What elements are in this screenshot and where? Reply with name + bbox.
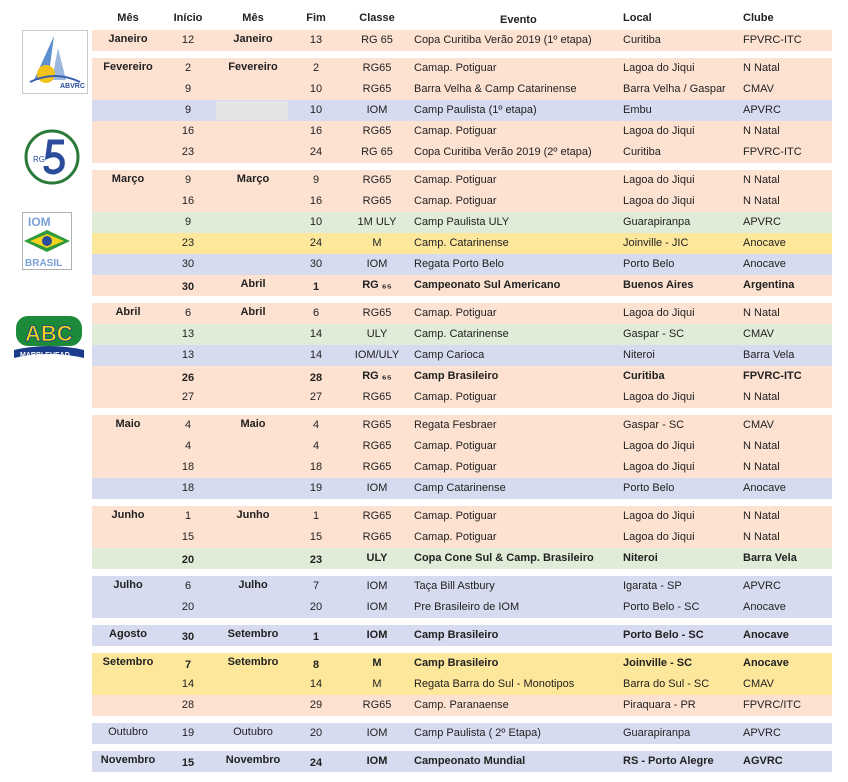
row-end-day: 29 [309, 699, 323, 711]
row-location: Lagoa do Jiqui [623, 62, 695, 74]
row-club: N Natal [743, 531, 780, 543]
row-end-day: 24 [309, 237, 323, 249]
table-row [92, 695, 832, 716]
row-event: Campeonato Mundial [414, 755, 526, 767]
row-club: FPVRC-ITC [743, 146, 802, 158]
row-start-day: 18 [181, 461, 195, 473]
row-club: N Natal [743, 461, 780, 473]
iom-brasil-logo [22, 212, 72, 270]
row-class: IOM [366, 580, 388, 592]
row-start-day: 4 [184, 440, 192, 452]
table-row [92, 387, 832, 408]
row-class: ULY [366, 328, 388, 340]
row-month: Março [111, 173, 145, 185]
row-class: M [372, 657, 382, 669]
table-row [92, 79, 832, 100]
table-row [92, 30, 832, 51]
row-class: IOM [366, 601, 388, 613]
row-class: RG65 [362, 62, 392, 74]
row-end-day: 6 [312, 307, 320, 319]
header-inicio: Início [173, 12, 203, 24]
table-row [92, 191, 832, 212]
row-month: Abril [115, 306, 141, 318]
row-club: FPVRC-ITC [743, 370, 802, 382]
row-end-day: 20 [309, 601, 323, 613]
row-club: CMAV [743, 328, 774, 340]
row-location: Curitiba [623, 146, 661, 158]
row-event: Regata Barra do Sul - Monotipos [414, 678, 575, 690]
row-club: AGVRC [743, 755, 783, 767]
table-row [92, 212, 832, 233]
table-row [92, 415, 832, 436]
header-mes-fim: Mês [242, 12, 264, 24]
row-end-day: 30 [309, 258, 323, 270]
row-start-day: 30 [181, 631, 195, 643]
row-month: Junho [111, 509, 145, 521]
row-end-day: 10 [309, 83, 323, 95]
row-end-day: 19 [309, 482, 323, 494]
row-class: IOM [366, 727, 388, 739]
row-start-day: 2 [184, 62, 192, 74]
row-event: Campeonato Sul Americano [414, 279, 561, 291]
row-club: Anocave [743, 258, 786, 270]
row-end-day: 28 [309, 372, 323, 384]
row-class: RG ₆₅ [362, 370, 392, 382]
row-end-day: 27 [309, 391, 323, 403]
row-start-day: 27 [181, 391, 195, 403]
row-class: ULY [366, 552, 388, 564]
row-club: Anocave [743, 237, 786, 249]
row-club: Argentina [743, 279, 795, 291]
table-row [92, 527, 832, 548]
row-class: RG65 [362, 125, 392, 137]
row-month: Julho [113, 579, 143, 591]
row-end-day: 14 [309, 678, 323, 690]
table-row [92, 674, 832, 695]
row-club: N Natal [743, 391, 780, 403]
table-row [92, 345, 832, 366]
row-start-day: 16 [181, 125, 195, 137]
row-event: Camap. Potiguar [414, 174, 497, 186]
row-class: RG65 [362, 531, 392, 543]
row-class: RG65 [362, 440, 392, 452]
row-start-day: 13 [181, 349, 195, 361]
row-start-day: 6 [184, 307, 192, 319]
header-local: Local [623, 12, 652, 24]
row-class: IOM [366, 755, 388, 767]
row-location: Porto Belo [623, 258, 675, 270]
table-row [92, 576, 832, 597]
row-start-day: 16 [181, 195, 195, 207]
row-start-day: 26 [181, 372, 195, 384]
row-event: Camp. Paranaense [414, 699, 509, 711]
row-location: Niteroi [623, 349, 655, 361]
row-event: Camp Brasileiro [414, 657, 499, 669]
row-end-day: 7 [312, 580, 320, 592]
row-club: Barra Vela [743, 552, 797, 564]
row-club: APVRC [743, 104, 781, 116]
row-start-day: 13 [181, 328, 195, 340]
iom-logo-top: IOM [28, 215, 51, 229]
table-row [92, 625, 832, 646]
row-club: APVRC [743, 727, 781, 739]
row-location: Curitiba [623, 34, 661, 46]
row-end-day: 18 [309, 461, 323, 473]
row-month: Fevereiro [103, 61, 153, 73]
row-event: Camp Brasileiro [414, 370, 499, 382]
row-location: Piraquara - PR [623, 699, 696, 711]
row-location: Joinville - SC [623, 657, 693, 669]
row-end-month: Março [236, 173, 270, 185]
table-row [92, 457, 832, 478]
row-event: Regata Porto Belo [414, 258, 504, 270]
row-class: M [372, 237, 382, 249]
row-location: Lagoa do Jiqui [623, 174, 695, 186]
row-club: CMAV [743, 419, 774, 431]
row-event: Barra Velha & Camp Catarinense [414, 83, 577, 95]
row-month: Novembro [100, 754, 156, 766]
row-location: Barra do Sul - SC [623, 678, 710, 690]
table-row [92, 548, 832, 569]
iom-logo-bottom: BRASIL [25, 258, 63, 269]
row-event: Copa Curitiba Verão 2019 (2º etapa) [414, 146, 592, 158]
row-event: Copa Curitiba Verão 2019 (1º etapa) [414, 34, 592, 46]
row-start-day: 9 [184, 83, 192, 95]
row-start-day: 30 [181, 258, 195, 270]
table-row [92, 100, 832, 121]
row-club: N Natal [743, 195, 780, 207]
row-event: Camap. Potiguar [414, 62, 497, 74]
row-class: IOM/ULY [354, 349, 400, 361]
row-start-day: 14 [181, 678, 195, 690]
row-end-day: 15 [309, 531, 323, 543]
row-class: RG ₆₅ [362, 279, 392, 291]
row-club: CMAV [743, 678, 774, 690]
row-end-day: 10 [309, 104, 323, 116]
row-class: RG65 [362, 461, 392, 473]
row-start-day: 12 [181, 34, 195, 46]
row-event: Camp. Catarinense [414, 328, 509, 340]
row-class: IOM [366, 629, 388, 641]
row-location: Curitiba [623, 370, 665, 382]
row-event: Camp Catarinense [414, 482, 506, 494]
row-club: Anocave [743, 629, 789, 641]
header-mes: Mês [117, 12, 139, 24]
row-start-day: 15 [181, 757, 195, 769]
row-start-day: 6 [184, 580, 192, 592]
table-row [92, 506, 832, 527]
row-location: Lagoa do Jiqui [623, 440, 695, 452]
table-row [92, 478, 832, 499]
abvrc-logo [22, 30, 88, 94]
row-start-day: 23 [181, 237, 195, 249]
row-end-day: 14 [309, 349, 323, 361]
row-start-day: 28 [181, 699, 195, 711]
row-event: Camap. Potiguar [414, 461, 497, 473]
row-start-day: 7 [184, 659, 192, 671]
table-row [92, 170, 832, 191]
row-class: RG65 [362, 391, 392, 403]
row-event: Camp Brasileiro [414, 629, 499, 641]
row-location: Igarata - SP [623, 580, 682, 592]
row-start-day: 18 [181, 482, 195, 494]
row-club: Barra Vela [743, 349, 795, 361]
row-end-month: Setembro [227, 628, 279, 640]
header-evento: Evento [500, 14, 537, 26]
row-start-day: 20 [181, 601, 195, 613]
row-event: Camap. Potiguar [414, 391, 497, 403]
header-clube: Clube [743, 12, 774, 24]
row-class: IOM [366, 104, 388, 116]
row-end-day: 8 [312, 659, 320, 671]
row-month: Setembro [102, 656, 154, 668]
row-event: Regata Fesbraer [414, 419, 497, 431]
table-row [92, 233, 832, 254]
table-row [92, 597, 832, 618]
row-club: APVRC [743, 580, 781, 592]
row-end-day: 9 [312, 174, 320, 186]
row-start-day: 20 [181, 554, 195, 566]
row-location: Porto Belo [623, 482, 675, 494]
row-event: Camp Paulista ULY [414, 216, 510, 228]
table-row [92, 436, 832, 457]
table-row [92, 653, 832, 674]
table-row [92, 324, 832, 345]
row-end-month: Abril [240, 278, 266, 290]
row-start-day: 23 [181, 146, 195, 158]
row-club: Anocave [743, 482, 786, 494]
table-row [92, 121, 832, 142]
row-end-day: 16 [309, 195, 323, 207]
row-class: RG65 [362, 510, 392, 522]
abc-marblehead-logo [12, 314, 86, 360]
row-location: Lagoa do Jiqui [623, 531, 695, 543]
abvrc-logo-text: ABVRC [60, 83, 85, 90]
rg65-logo-label: RG [33, 155, 45, 164]
row-location: Lagoa do Jiqui [623, 195, 695, 207]
row-class: RG65 [362, 419, 392, 431]
row-club: FPVRC-ITC [743, 34, 802, 46]
row-event: Camp Paulista (1º etapa) [414, 104, 537, 116]
row-end-month: Junho [236, 509, 270, 521]
row-end-month: Fevereiro [228, 61, 278, 73]
table-row [92, 723, 832, 744]
row-end-day: 2 [312, 62, 320, 74]
row-month: Janeiro [108, 33, 148, 45]
abc-logo-text: ABC [25, 321, 73, 346]
row-start-day: 9 [184, 174, 192, 186]
row-club: N Natal [743, 510, 780, 522]
row-location: Lagoa do Jiqui [623, 461, 695, 473]
row-location: Porto Belo - SC [623, 629, 704, 641]
row-event: Camp Carioca [414, 349, 485, 361]
row-class: RG65 [362, 699, 392, 711]
row-event: Pre Brasileiro de IOM [414, 601, 520, 613]
row-end-day: 16 [309, 125, 323, 137]
row-location: RS - Porto Alegre [623, 755, 714, 767]
row-location: Lagoa do Jiqui [623, 125, 695, 137]
table-row [92, 275, 832, 296]
row-end-day: 24 [309, 146, 323, 158]
row-location: Buenos Aires [623, 279, 694, 291]
row-club: Anocave [743, 657, 789, 669]
table-row [92, 142, 832, 163]
row-event: Taça Bill Astbury [414, 580, 495, 592]
row-end-day: 10 [309, 216, 323, 228]
row-event: Copa Cone Sul & Camp. Brasileiro [414, 552, 594, 564]
row-end-month: Novembro [225, 754, 281, 766]
row-end-month: Setembro [227, 656, 279, 668]
row-class: RG65 [362, 307, 392, 319]
row-end-day: 1 [312, 510, 320, 522]
row-end-day: 1 [312, 631, 320, 643]
row-class: RG65 [362, 83, 392, 95]
row-event: Camp Paulista ( 2º Etapa) [414, 727, 541, 739]
row-month: Maio [115, 418, 141, 430]
row-location: Porto Belo - SC [623, 601, 700, 613]
row-location: Gaspar - SC [623, 328, 685, 340]
row-end-day: 4 [312, 419, 320, 431]
row-class: IOM [366, 258, 388, 270]
row-month: Agosto [109, 628, 147, 640]
header-fim: Fim [306, 12, 326, 24]
row-end-day: 23 [309, 554, 323, 566]
row-start-day: 1 [184, 510, 192, 522]
row-class: RG65 [362, 174, 392, 186]
row-event: Camap. Potiguar [414, 307, 497, 319]
table-row [92, 366, 832, 387]
row-club: N Natal [743, 62, 780, 74]
row-end-month: Outubro [233, 726, 273, 738]
header-classe: Classe [359, 12, 395, 24]
row-class: RG 65 [361, 146, 393, 158]
row-location: Embu [623, 104, 652, 116]
row-club: APVRC [743, 216, 781, 228]
row-location: Barra Velha / Gaspar [623, 83, 726, 95]
row-club: N Natal [743, 440, 780, 452]
table-row [92, 58, 832, 79]
row-start-day: 30 [181, 281, 195, 293]
empty-gray-cell [216, 101, 288, 120]
row-location: Lagoa do Jiqui [623, 307, 695, 319]
row-end-month: Janeiro [233, 33, 273, 45]
row-end-day: 13 [309, 34, 323, 46]
row-start-day: 19 [181, 727, 195, 739]
row-start-day: 9 [184, 216, 192, 228]
row-location: Gaspar - SC [623, 419, 685, 431]
row-location: Joinville - JIC [623, 237, 689, 249]
row-class: M [372, 678, 382, 690]
row-event: Camap. Potiguar [414, 531, 497, 543]
table-header [92, 8, 832, 30]
row-club: N Natal [743, 125, 780, 137]
row-end-day: 20 [309, 727, 323, 739]
table-row [92, 254, 832, 275]
row-location: Guarapiranpa [623, 216, 691, 228]
row-end-day: 14 [309, 328, 323, 340]
row-club: N Natal [743, 307, 780, 319]
row-location: Niteroi [623, 552, 658, 564]
row-event: Camap. Potiguar [414, 125, 497, 137]
row-club: CMAV [743, 83, 774, 95]
logo-column [0, 0, 92, 782]
row-month: Outubro [108, 726, 148, 738]
row-event: Camap. Potiguar [414, 440, 497, 452]
rg65-logo [24, 128, 80, 186]
row-end-day: 1 [312, 281, 320, 293]
table-row [92, 303, 832, 324]
row-end-day: 4 [312, 440, 320, 452]
row-end-month: Maio [240, 418, 266, 430]
row-start-day: 15 [181, 531, 195, 543]
table-row [92, 751, 832, 772]
row-event: Camp. Catarinense [414, 237, 509, 249]
abc-logo-sub: MARBLEHEAD [20, 352, 70, 359]
row-end-month: Abril [240, 306, 266, 318]
row-event: Camap. Potiguar [414, 510, 497, 522]
row-location: Lagoa do Jiqui [623, 391, 695, 403]
row-class: 1M ULY [357, 216, 397, 228]
row-club: Anocave [743, 601, 786, 613]
row-club: N Natal [743, 174, 780, 186]
row-class: RG 65 [361, 34, 393, 46]
row-club: FPVRC/ITC [743, 699, 802, 711]
row-class: IOM [366, 482, 388, 494]
row-start-day: 9 [184, 104, 192, 116]
row-class: RG65 [362, 195, 392, 207]
row-location: Guarapiranpa [623, 727, 691, 739]
row-start-day: 4 [184, 419, 192, 431]
row-end-month: Julho [238, 579, 268, 591]
row-end-day: 24 [309, 757, 323, 769]
row-event: Camap. Potiguar [414, 195, 497, 207]
row-location: Lagoa do Jiqui [623, 510, 695, 522]
